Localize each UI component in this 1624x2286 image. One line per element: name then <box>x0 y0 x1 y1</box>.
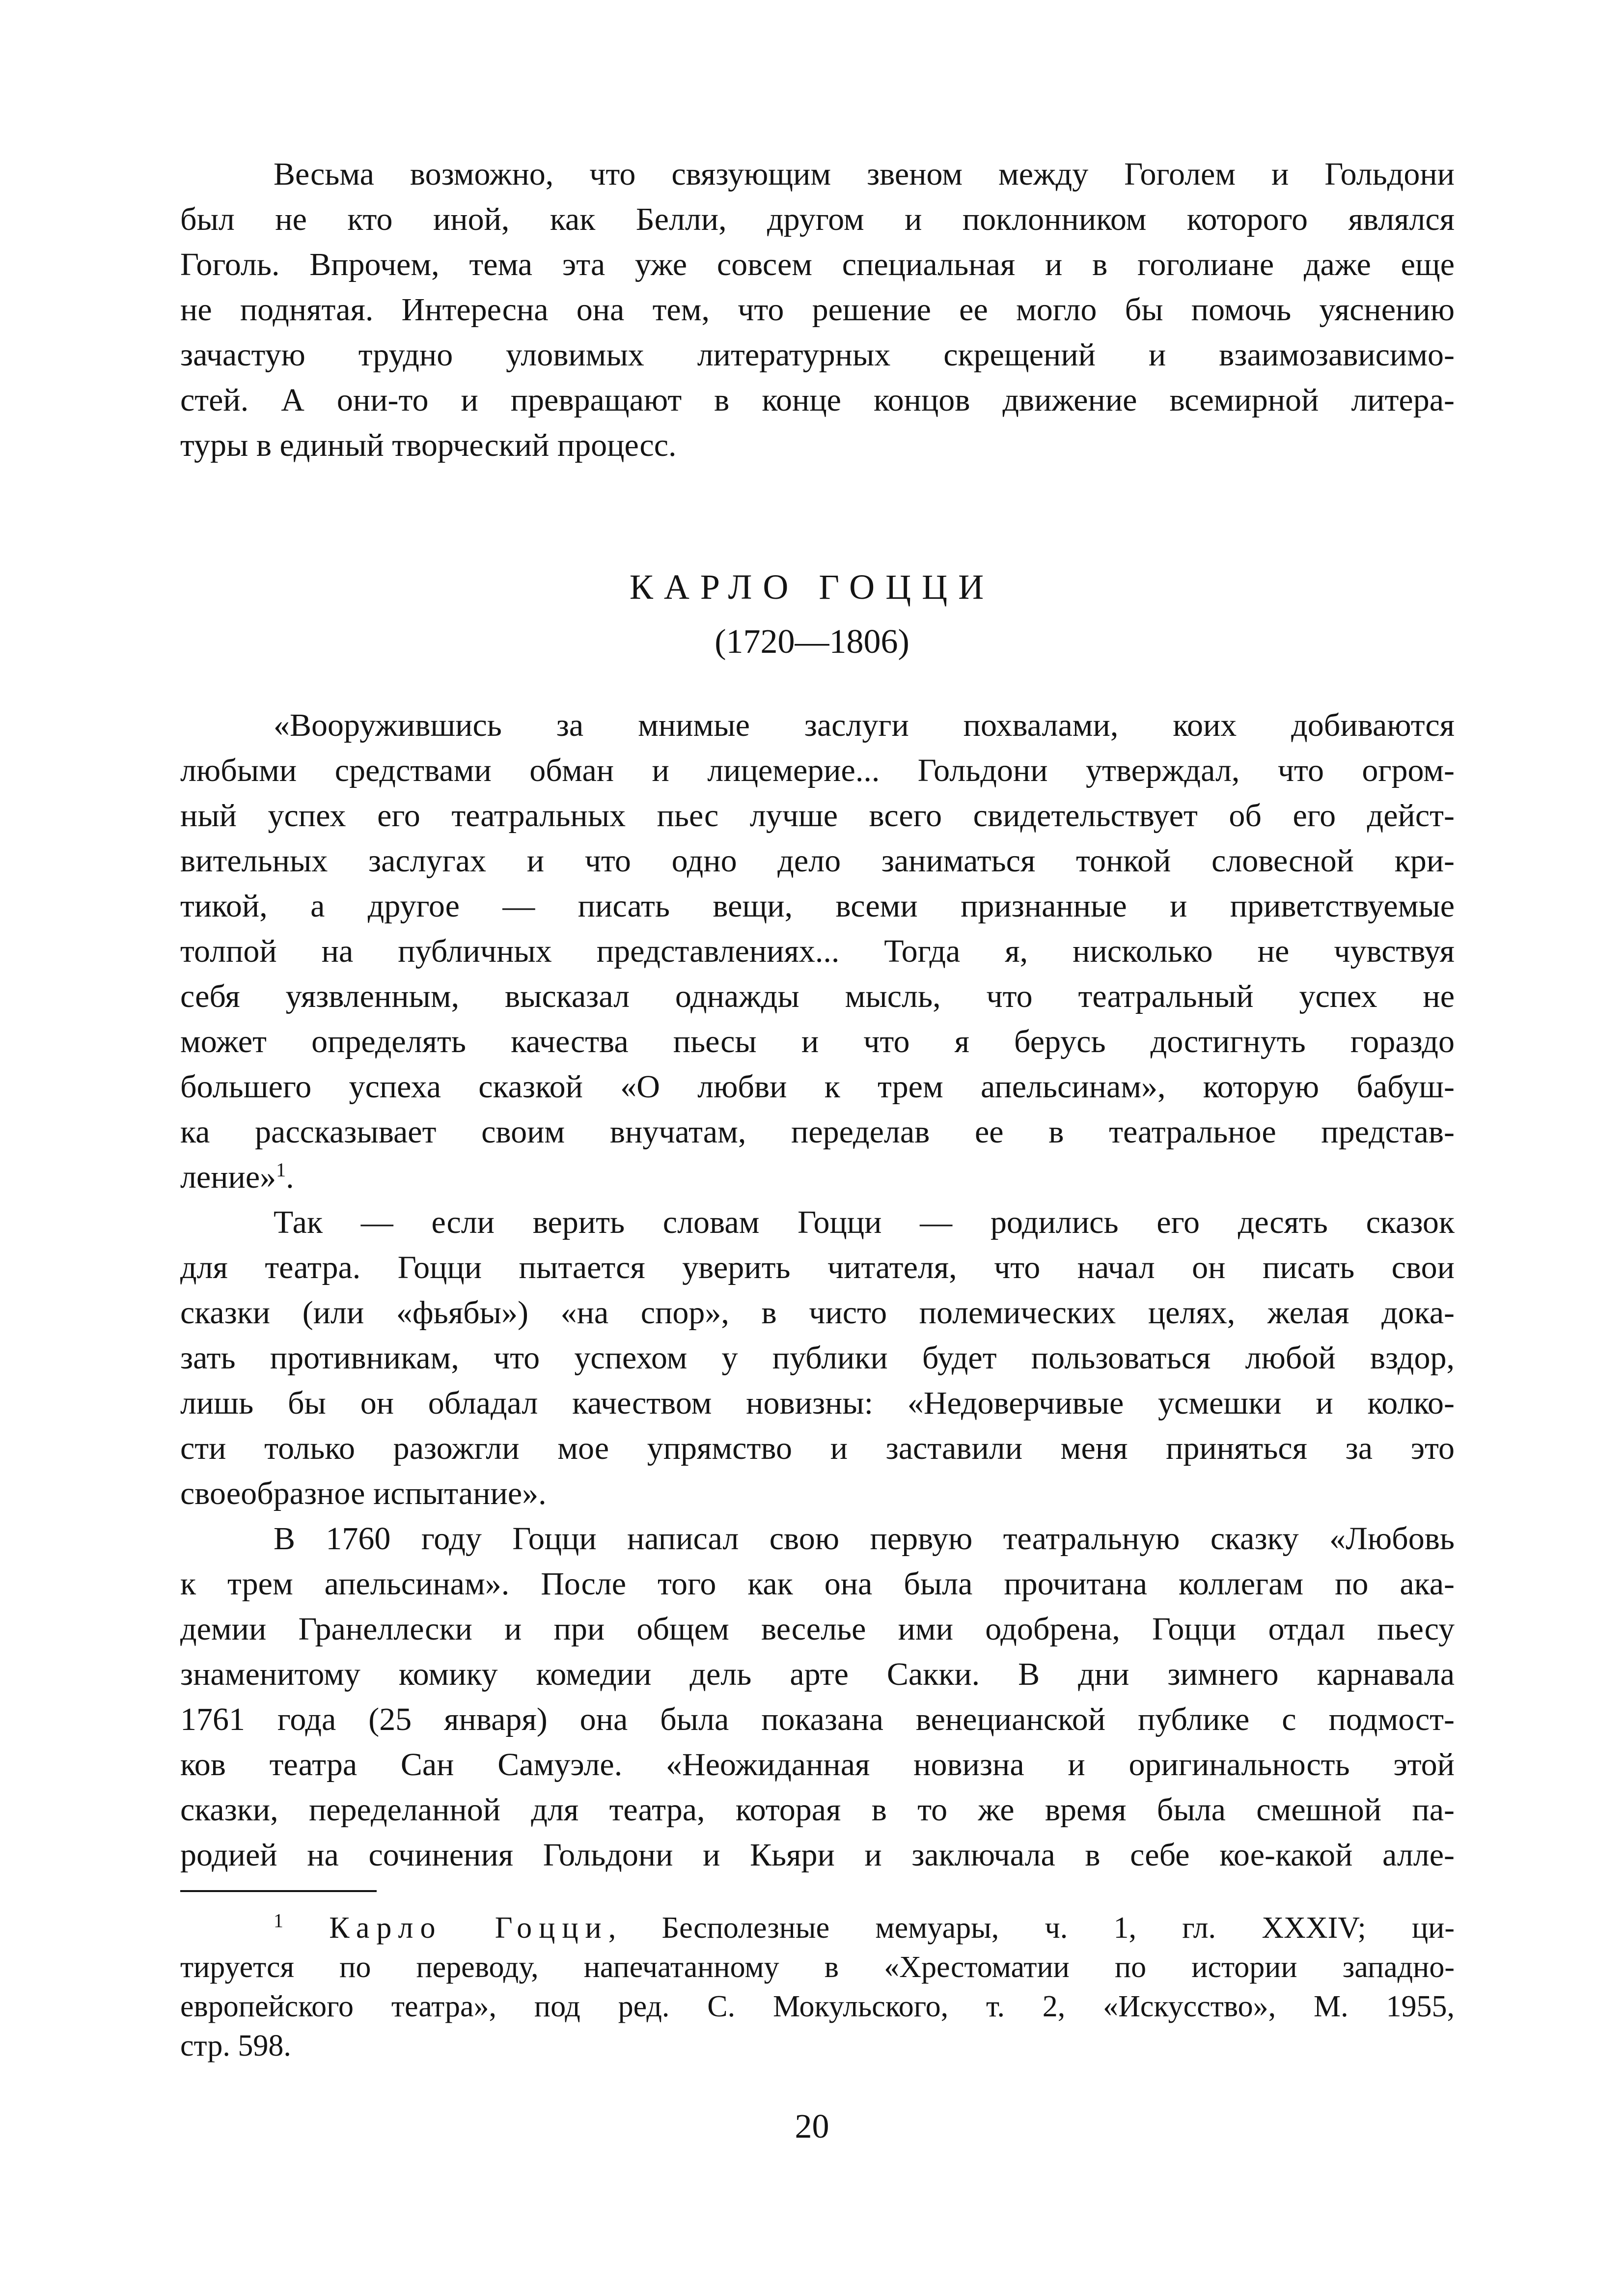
text-line: лишь бы он обладал качеством новизны: «Недоверчивые усмешки и колко- <box>180 1385 1455 1421</box>
text-line: В 1760 году Гоцци написал свою первую театральную сказку «Любовь <box>274 1521 1455 1557</box>
text-line <box>180 1155 1455 1199</box>
text-line: сказки (или «фьябы») «на спор», в чисто полемических целях, желая дока- <box>180 1295 1455 1331</box>
text-fragment: . <box>286 1159 294 1195</box>
footnote-mark: 1 <box>274 1909 283 1932</box>
footnote-separator <box>180 1890 377 1892</box>
text-line: для театра. Гоцци пытается уверить читателя, что начал он писать свои <box>180 1250 1455 1285</box>
text-line: может определять качества пьесы и что я берусь достигнуть гораздо <box>180 1024 1455 1059</box>
text-fragment: ление» <box>180 1159 276 1195</box>
text-line: сказки, переделанной для театра, которая в то же время была смешной па- <box>180 1792 1455 1828</box>
text-line: зать противникам, что успехом у публики будет пользоваться любой вздор, <box>180 1340 1455 1376</box>
text-line: Гоголь. Впрочем, тема эта уже совсем специальная и в гоголиане даже еще <box>180 247 1455 282</box>
section-dates: (1720—1806) <box>715 623 909 661</box>
text-line: ков театра Сан Самуэле. «Неожиданная новизна и оригинальность этой <box>180 1747 1455 1783</box>
text-line: толпой на публичных представлениях... Тогда я, нисколько не чувствуя <box>180 933 1455 969</box>
footnote-author: Карло Гоцци <box>329 1911 608 1945</box>
text-line: своеобразное испытание». <box>180 1476 547 1511</box>
footnote-source: , Бесполезные мемуары, ч. 1, гл. XXXIV; ци- <box>608 1911 1455 1945</box>
text-line: Так — если верить словам Гоцци — родились его десять сказок <box>274 1204 1455 1240</box>
footnote-line: тируется по переводу, напечатанному в «Хрестоматии по истории западно- <box>180 1951 1455 1984</box>
page-number: 20 <box>795 2108 829 2146</box>
text-line: сти только разожгли мое упрямство и заставили меня приняться за это <box>180 1430 1455 1466</box>
text-line: был не кто иной, как Белли, другом и поклонником которого являлся <box>180 201 1455 237</box>
text-line: зачастую трудно уловимых литературных скрещений и взаимозависимо- <box>180 337 1455 373</box>
text-line: любыми средствами обман и лицемерие... Гольдони утверждал, что огром- <box>180 753 1455 788</box>
section-title: КАРЛО ГОЦЦИ <box>629 567 995 607</box>
text-line: большего успеха сказкой «О любви к трем апельсинам», которую бабуш- <box>180 1069 1455 1105</box>
footnote-line: европейского театра», под ред. С. Мокульского, т. 2, «Искусство», М. 1955, <box>180 1990 1455 2023</box>
text-line: тикой, а другое — писать вещи, всеми признанные и приветствуемые <box>180 888 1455 924</box>
footnote-line: стр. 598. <box>180 2029 291 2063</box>
text-line: знаменитому комику комедии дель арте Сакки. В дни зимнего карнавала <box>180 1656 1455 1692</box>
text-line: туры в единый творческий процесс. <box>180 427 677 463</box>
text-line: демии Гранеллески и при общем веселье ими одобрена, Гоцци отдал пьесу <box>180 1611 1455 1647</box>
text-line: ный успех его театральных пьес лучше всего свидетельствует об его дейст- <box>180 798 1455 834</box>
text-line: вительных заслугах и что одно дело заниматься тонкой словесной кри- <box>180 843 1455 879</box>
footnote-reference: 1 <box>276 1159 286 1181</box>
text-line: стей. А они-то и превращают в конце концов движение всемирной литера- <box>180 382 1455 418</box>
text-line: себя уязвленным, высказал однажды мысль, что театральный успех не <box>180 978 1455 1014</box>
text-line: к трем апельсинам». После того как она была прочитана коллегам по ака- <box>180 1566 1455 1602</box>
text-line: ка рассказывает своим внучатам, переделав ее в театральное представ- <box>180 1114 1455 1150</box>
text-line: 1761 года (25 января) она была показана венецианской публике с подмост- <box>180 1701 1455 1737</box>
text-line: родией на сочинения Гольдони и Кьяри и заключала в себе кое-какой алле- <box>180 1837 1455 1873</box>
footnote-line <box>180 1908 1455 1948</box>
text-line: не поднятая. Интересна она тем, что решение ее могло бы помочь уяснению <box>180 292 1455 328</box>
text-line: Весьма возможно, что связующим звеном между Гоголем и Гольдони <box>274 156 1455 192</box>
text-line: «Вооружившись за мнимые заслуги похвалами, коих добиваются <box>274 707 1455 743</box>
